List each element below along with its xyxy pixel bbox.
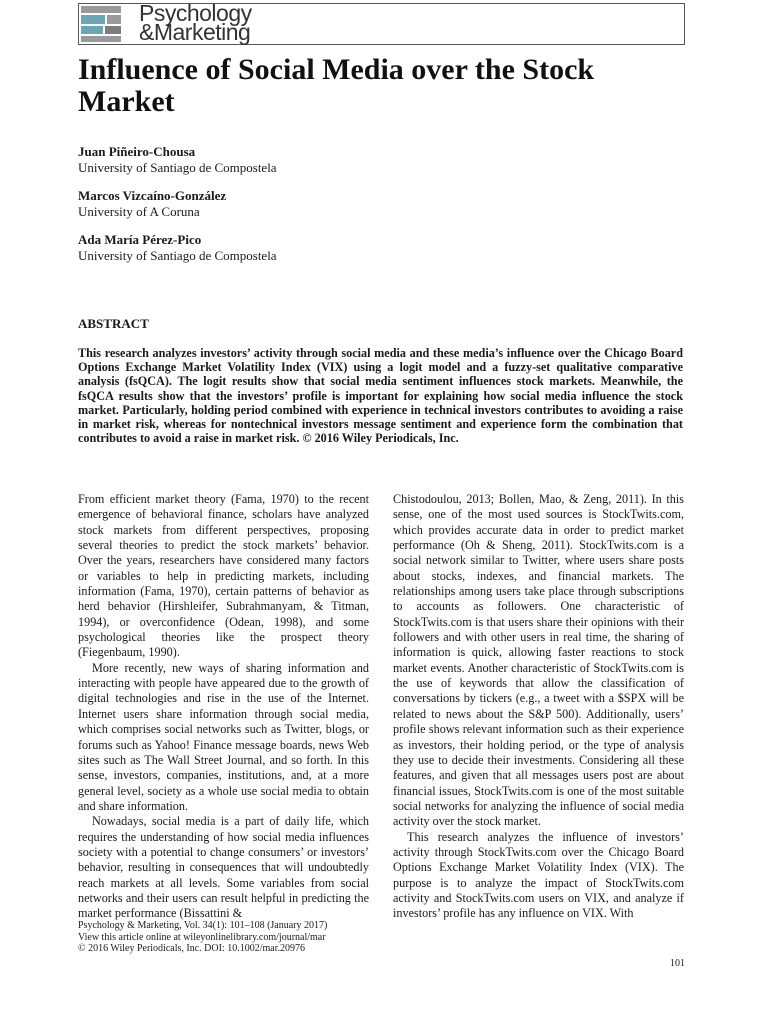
author-list (78, 144, 578, 276)
author-entry (78, 144, 578, 175)
author-name: Juan Piñeiro-Chousa (78, 144, 196, 159)
page-number: 101 (670, 958, 685, 969)
author-entry (78, 188, 578, 219)
abstract-text: This research analyzes investors’ activity through social media and these media’s influence over the Chicago Board Options Exchange Market Volatility Index (VIX) using a logit model and a fuzzy-set qualitative comparative analysis (fsQCA). The logit results show that social media sentiment influences stock markets. Meanwhile, the fsQCA results show that the investors’ profile is important for explaining how social media influence the stock market. Particularly, holding period combined with experience in technical investors contributes to avoiding a raise in market risk, whereas for nontechnical investors message sentiment and experience form the combination that contributes to avoid a raise in market risk. © 2016 Wiley Periodicals, Inc. (78, 346, 683, 446)
journal-logo-icon (79, 4, 123, 44)
body-paragraph: From efficient market theory (Fama, 1970) to the recent emergence of behavioral finance, scholars have analyzed stock markets from different perspectives, proposing several theories to predict the stock markets’ behavior. Over the years, researchers have considered many factors or variables to help in predicting markets, including information (Fama, 1970), certain patterns of behavior as herd behavior (Hirshleifer, Subrahmanyam, & Titman, 1994), or overconfidence (Odean, 1998), and some psychological theories like the prospect theory (Fiegenbaum, 1990). (78, 492, 369, 660)
journal-logo-line2: &Marketing (139, 19, 251, 45)
author-entry (78, 232, 578, 263)
abstract-heading: ABSTRACT (78, 316, 149, 331)
body-paragraph: Chistodoulou, 2013; Bollen, Mao, & Zeng, 2011). In this sense, one of the most used sources is StockTwits.com, which provides accurate data in order to predict market performance (Oh & Sheng, 2011). StockTwits.com is a social network similar to Twitter, where users share posts about stocks, indexes, and financial markets. The relationships among users take place through subscriptions to accounts as followers. One characteristic of StockTwits.com is that users share their opinions with their followers and with other users in real time, the sharing of information is quick, allowing faster reactions to stock market events. Another characteristic of StockTwits.com is the use of keywords that allow the classification of conversations by tickers (e.g., a tweet with a $SPX will be related to news about the S&P 500). Additionally, users’ profile shows relevant information such as their experience as investors, their holding period, or the type of analysis they use to decide their investments. Considering all these features, and given that all messages users post are about financial issues, StockTwits.com is one of the most suitable social networks for analyzing the influence of social media activity over the stock market. (393, 492, 684, 829)
body-paragraph: More recently, new ways of sharing information and interacting with people have appeared due to the growth of digital technologies and rise in the use of the Internet. Internet users share information through social media, which comprises social networks such as Twitter, blogs, or forums such as Yahoo! Finance message boards, news Web sites such as The Wall Street Journal, and so forth. In this sense, investors, companies, institutions, and, at a more general level, society as a whole use social media to obtain and share information. (78, 660, 369, 813)
copyright-doi-line: © 2016 Wiley Periodicals, Inc. DOI: 10.1002/mar.20976 (78, 943, 305, 954)
article-title: Influence of Social Media over the Stock Market (78, 53, 595, 118)
citation-footer (78, 920, 478, 955)
journal-logo-text (139, 0, 252, 45)
author-affiliation: University of Santiago de Compostela (78, 159, 277, 175)
article-url-line: View this article online at wileyonlinelibrary.com/journal/mar (78, 931, 326, 943)
journal-logo-line1: Psychology (139, 0, 252, 26)
body-column-right (393, 492, 684, 922)
author-name: Marcos Vizcaíno-González (78, 188, 227, 203)
author-affiliation: University of A Coruna (78, 203, 200, 219)
author-affiliation: University of Santiago de Compostela (78, 247, 277, 263)
citation-line: Psychology & Marketing, Vol. 34(1): 101–108 (January 2017) (78, 920, 328, 931)
body-column-left (78, 492, 369, 922)
journal-header (78, 0, 685, 45)
body-paragraph: Nowadays, social media is a part of daily life, which requires the understanding of how social media influences society with a potential to change consumers’ or investors’ behavior, resulting in consequences that will undoubtedly reach markets at all levels. Some variables from social networks and their users can result helpful in predicting the market performance (Bissattini & (78, 814, 369, 921)
body-paragraph: This research analyzes the influence of investors’ activity through StockTwits.com over the Chicago Board Options Exchange Market Volatility Index (VIX). The purpose is to analyze the impact of StockTwits.com activity and StockTwits.com users on VIX, and analyze if investors’ profile has any influence on VIX. With (393, 829, 684, 921)
author-name: Ada María Pérez-Pico (78, 232, 202, 247)
